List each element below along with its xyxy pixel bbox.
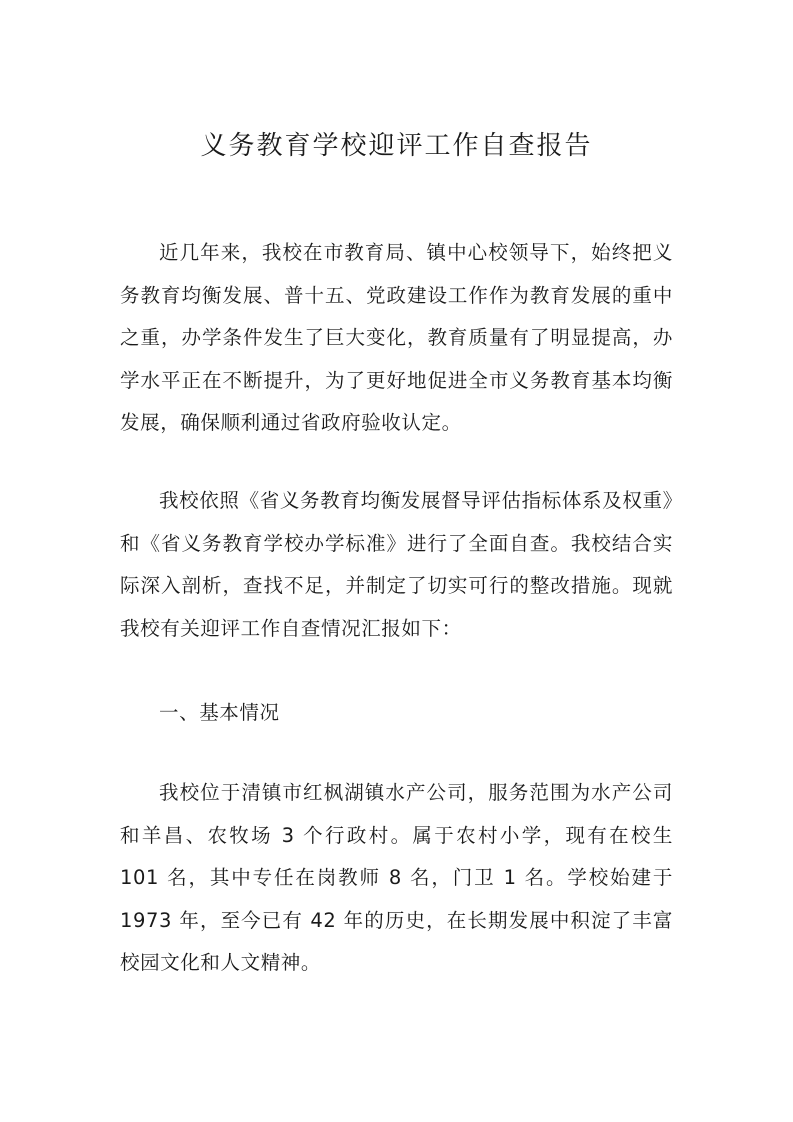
self-check-paragraph: 我校依照《省义务教育均衡发展督导评估指标体系及权重》和《省义务教育学校办学标准》进行了全面自查。我校结合实际深入剖析，查找不足，并制定了切实可行的整改措施。现就我校有关迎评工作自查情况汇报如下： [120, 489, 673, 640]
document-title: 义务教育学校迎评工作自查报告 [200, 131, 593, 161]
section-heading-basic-info: 一、基本情况 [159, 701, 280, 724]
basic-info-paragraph: 我校位于清镇市红枫湖镇水产公司，服务范围为水产公司和羊昌、农牧场 3 个行政村。属于农村小学，现有在校生 101 名，其中专任在岗教师 8 名，门卫 1 名。学校始建于 1973 年，至今已有 42 年的历史，在长期发展中积淀了丰富校园文化和人文精神。 [120, 781, 673, 974]
intro-paragraph: 近几年来，我校在市教育局、镇中心校领导下，始终把义务教育均衡发展、普十五、党政建设工作作为教育发展的重中之重，办学条件发生了巨大变化，教育质量有了明显提高，办学水平正在不断提升，为了更好地促进全市义务教育基本均衡发展，确保顺利通过省政府验收认定。 [120, 241, 673, 434]
